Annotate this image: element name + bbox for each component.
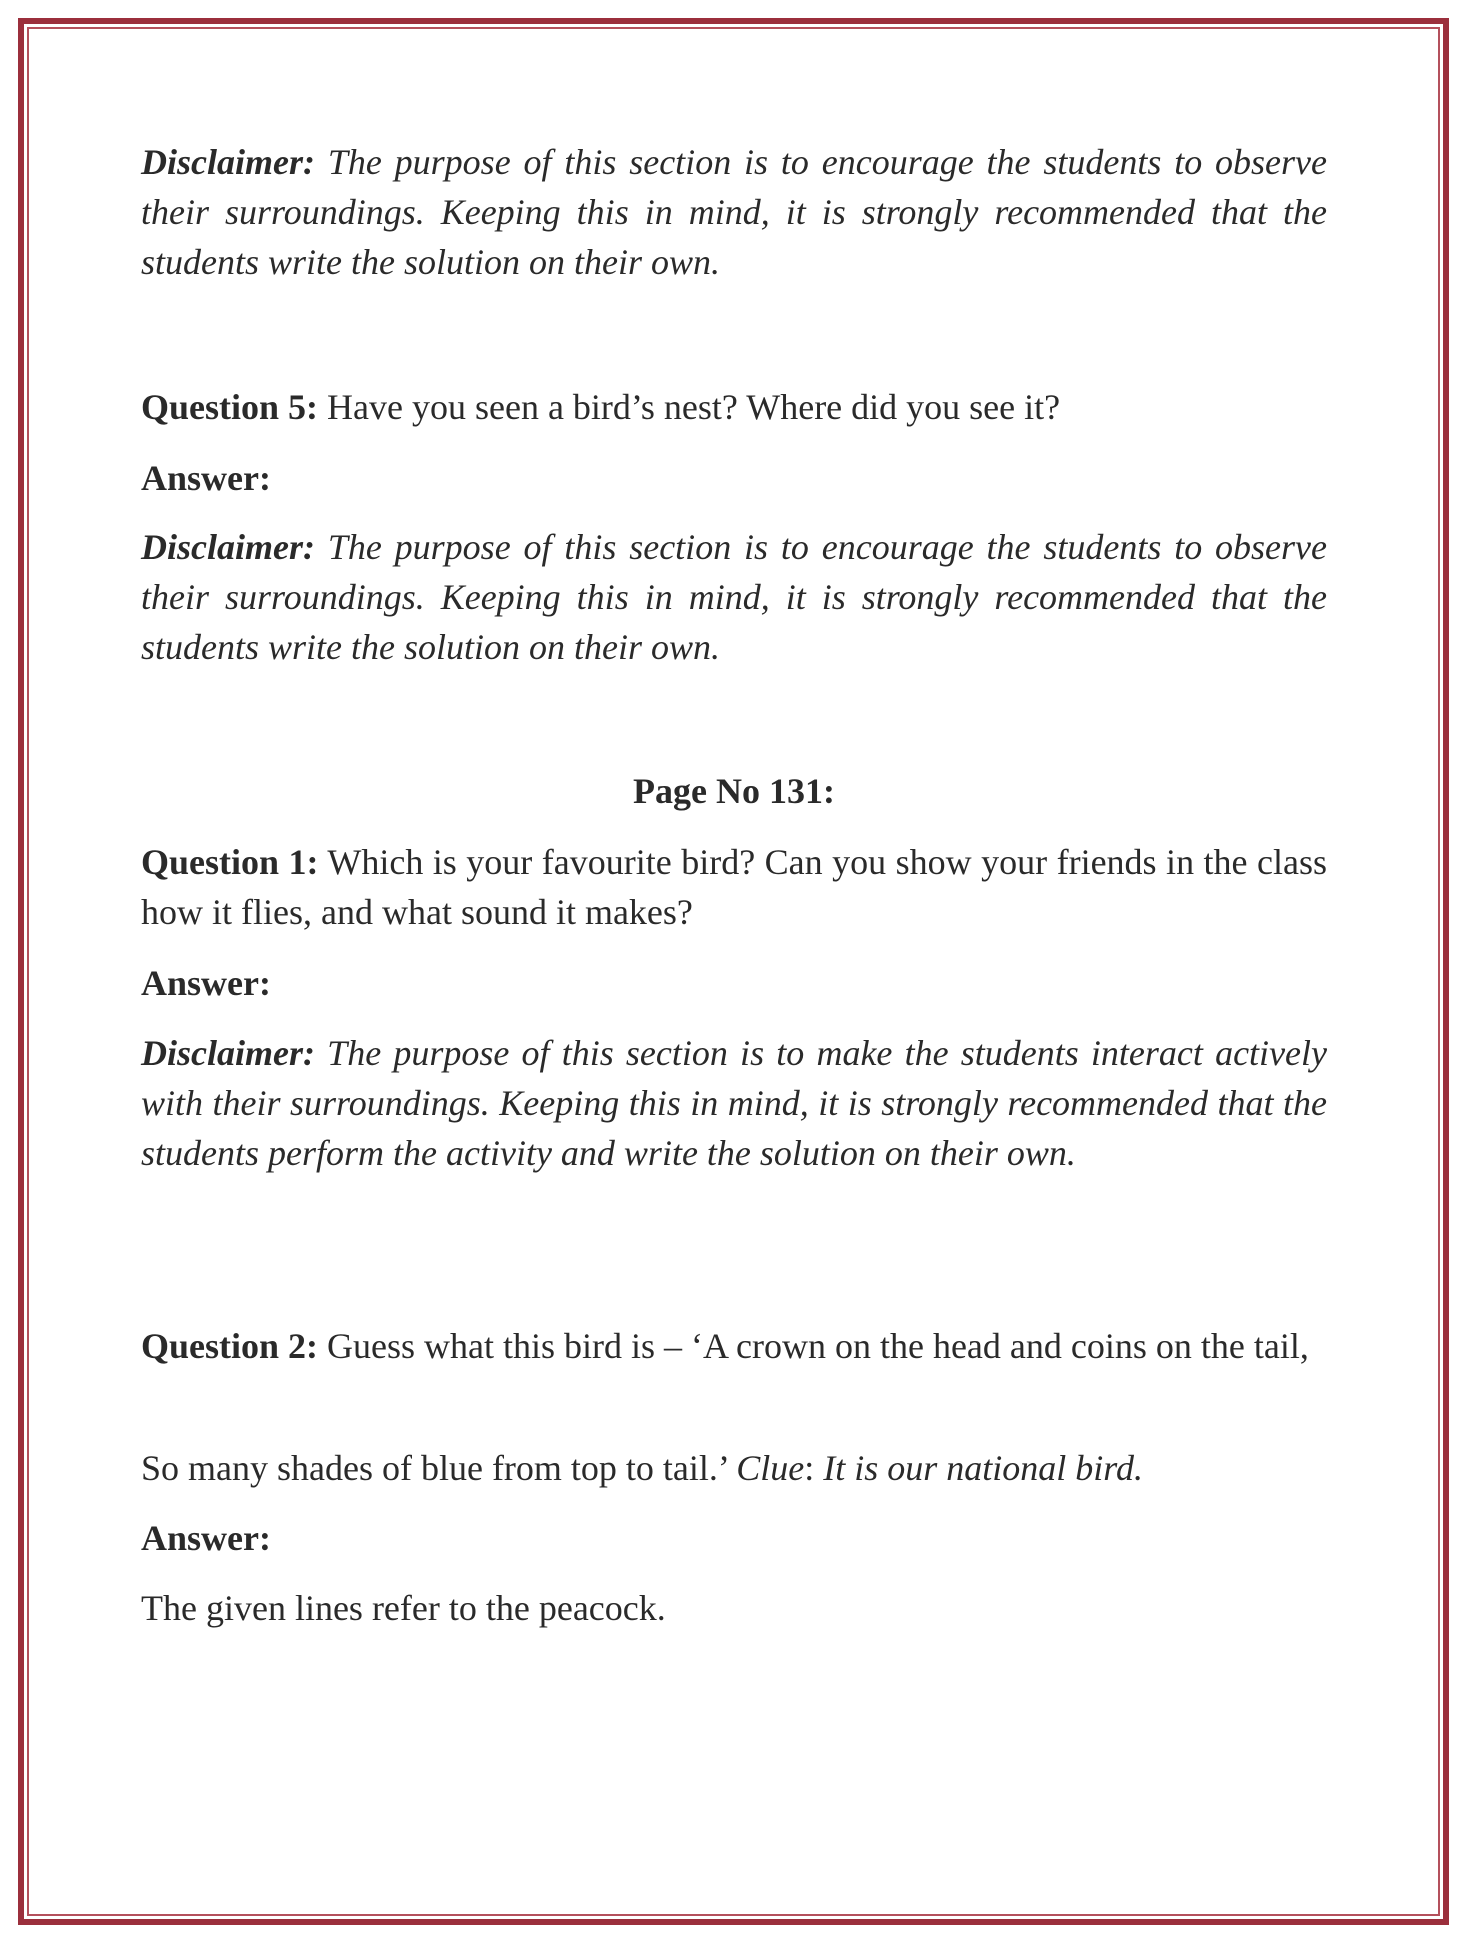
disclaimer-label: Disclaimer: [141, 142, 315, 182]
question-5 [141, 382, 1327, 432]
clue-sep: : [804, 1448, 824, 1488]
disclaimer-paragraph [141, 522, 1327, 672]
question-2-line2 [141, 1443, 1327, 1493]
answer-text: The given lines refer to the peacock. [141, 1588, 666, 1628]
disclaimer-label: Disclaimer: [141, 527, 315, 567]
question-label: Question 2: [141, 1326, 319, 1366]
disclaimer-text: The purpose of this section is to make the students interact actively with their surroundings. Keeping this in mind, it is strongly recommended that the students perform the activity and write the solution on their own. [141, 1033, 1327, 1173]
question-text: Which is your favourite bird? Can you show your friends in the class how it flies, and what sound it makes? [141, 842, 1327, 932]
clue-label: Clue [736, 1448, 805, 1488]
disclaimer-paragraph [141, 137, 1327, 287]
answer-label-text: Answer: [141, 1518, 271, 1558]
clue-text: It is our national bird. [823, 1448, 1143, 1488]
question-label: Question 5: [141, 387, 319, 427]
question-text: Guess what this bird is – ‘A crown on the head and coins on the tail, [318, 1326, 1309, 1366]
answer-label-text: Answer: [141, 963, 271, 1003]
answer-label [141, 453, 1327, 503]
question-1 [141, 837, 1327, 937]
disclaimer-label: Disclaimer: [141, 1033, 315, 1073]
page-heading: Page No 131: [633, 771, 835, 811]
disclaimer-text: The purpose of this section is to encourage the students to observe their surroundings. Keeping this in mind, it is strongly recommended that the students write the solution on their own. [141, 527, 1327, 667]
answer-label-text: Answer: [141, 458, 271, 498]
answer-label [141, 958, 1327, 1008]
question-text: Have you seen a bird’s nest? Where did you see it? [318, 387, 1061, 427]
question-label: Question 1: [141, 842, 319, 882]
disclaimer-text: The purpose of this section is to encourage the students to observe their surroundings. Keeping this in mind, it is strongly recommended that the students write the solution on their own. [141, 142, 1327, 282]
answer-label [141, 1513, 1327, 1563]
disclaimer-paragraph [141, 1028, 1327, 1178]
question-2 [141, 1321, 1327, 1371]
riddle-line: So many shades of blue from top to tail.’ [141, 1448, 737, 1488]
